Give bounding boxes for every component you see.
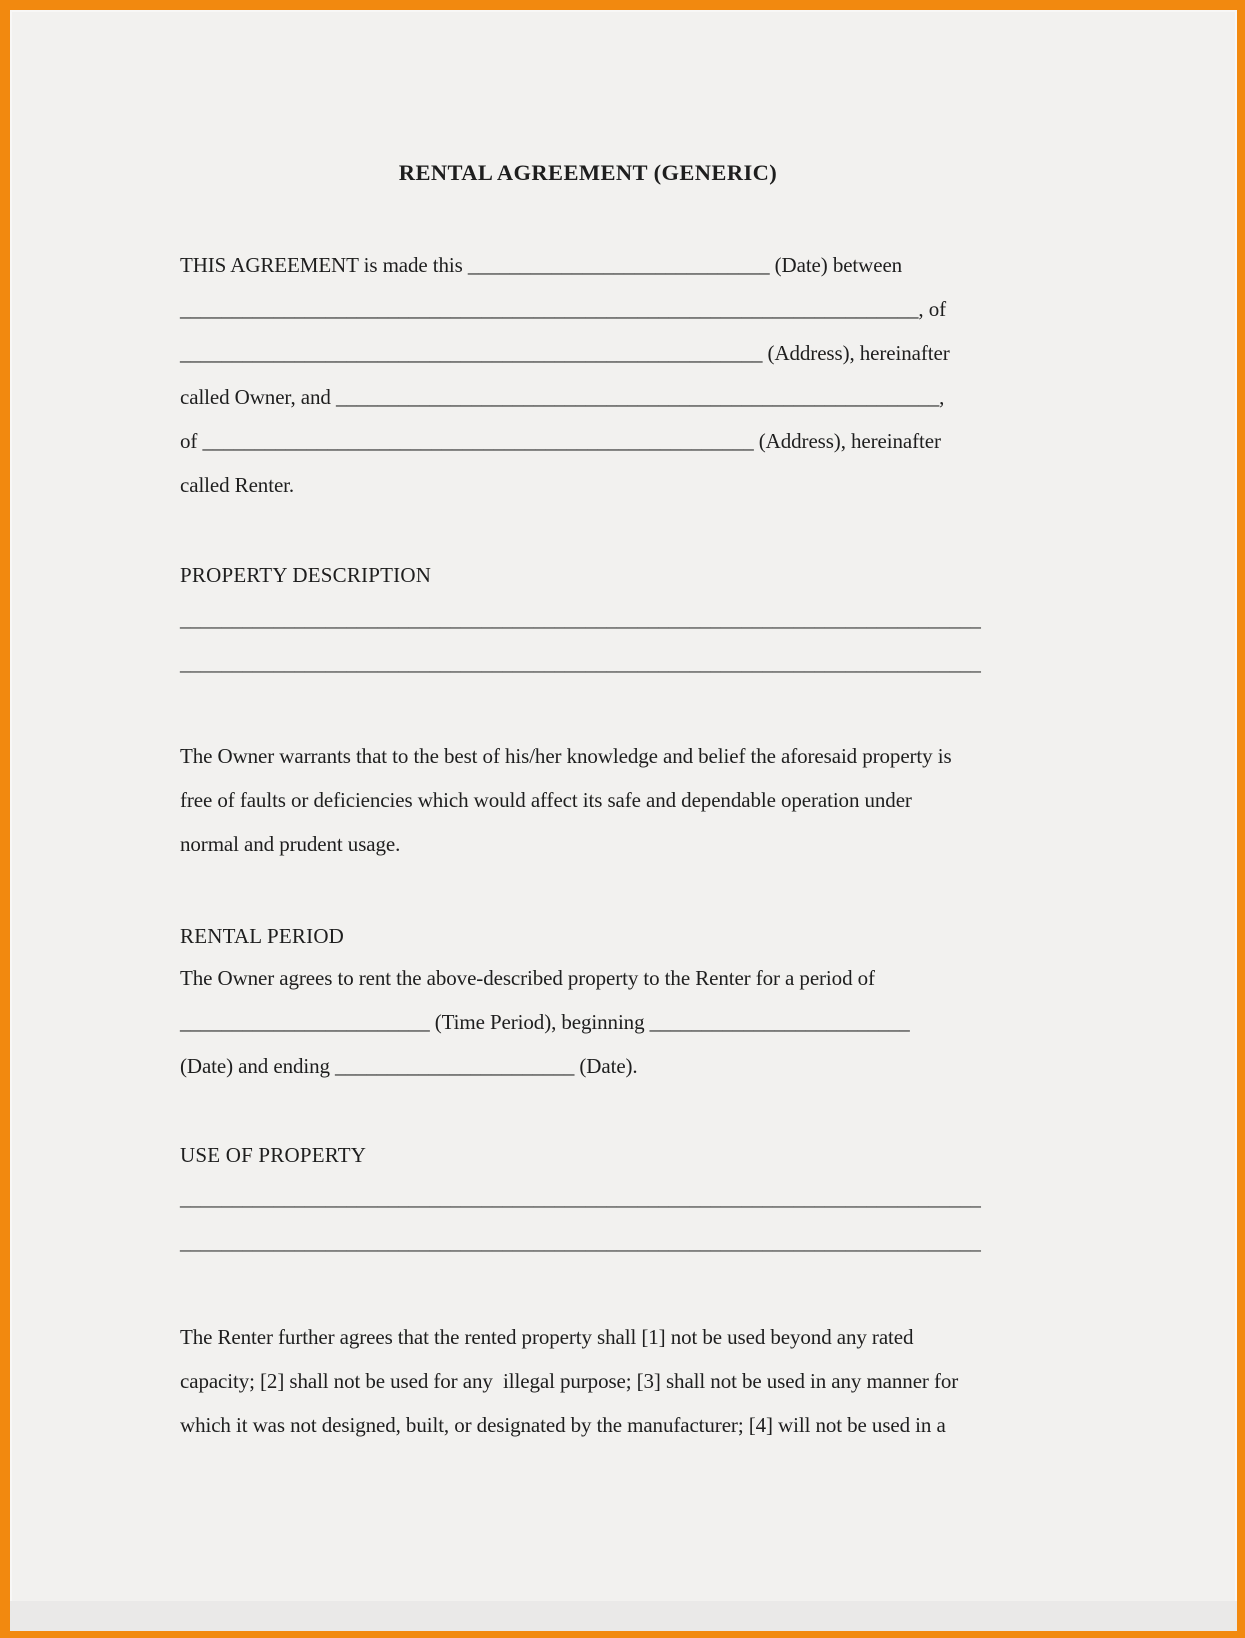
- fill-in-blank-line: (Date) and ending _______________________ (Date).: [180, 1054, 638, 1078]
- fill-in-blank-line: ________________________ (Time Period), beginning _________________________: [180, 1010, 910, 1034]
- text-line: normal and prudent usage.: [180, 832, 401, 856]
- text-line: The Renter further agrees that the rented property shall [1] not be used beyond any rated: [180, 1325, 914, 1349]
- warranty-paragraph: [180, 734, 1040, 866]
- section-heading: USE OF PROPERTY: [180, 1143, 367, 1167]
- blank-write-in-line: _____________________________________________________________________________: [180, 1230, 981, 1254]
- agreement-intro-paragraph: [180, 243, 1040, 507]
- text-line: which it was not designed, built, or designated by the manufacturer; [4] will not be used in a: [180, 1413, 946, 1437]
- fill-in-blank-line: called Owner, and __________________________________________________________,: [180, 385, 945, 409]
- text-line: called Renter.: [180, 473, 295, 497]
- document-title: RENTAL AGREEMENT (GENERIC): [398, 160, 778, 185]
- text-line: capacity; [2] shall not be used for any illegal purpose; [3] shall not be used in any manner for: [180, 1369, 959, 1393]
- section-heading: PROPERTY DESCRIPTION: [180, 563, 432, 587]
- text-line: The Owner agrees to rent the above-described property to the Renter for a period of: [180, 966, 875, 990]
- use-of-property-section: [180, 1133, 1040, 1177]
- fill-in-blank-line: _______________________________________________________________________, of: [180, 297, 946, 321]
- text-line: The Owner warrants that to the best of his/her knowledge and belief the aforesaid property is: [180, 744, 952, 768]
- blank-write-in-line: _____________________________________________________________________________: [180, 1186, 981, 1210]
- use-of-property-blanks: [180, 1176, 1040, 1264]
- rental-period-paragraph: [180, 956, 1040, 1088]
- text-line: THIS AGREEMENT is made this _____________________________ (Date) between: [180, 253, 903, 277]
- fill-in-blank-line: of _____________________________________________________ (Address), hereinafter: [180, 429, 941, 453]
- fill-in-blank-line: ________________________________________________________ (Address), hereinafter: [180, 341, 950, 365]
- renter-agreement-paragraph: [180, 1315, 1040, 1447]
- page-bottom-edge-shadow: [10, 1601, 1237, 1631]
- property-description-section: [180, 553, 1040, 597]
- text-line: free of faults or deficiencies which would affect its safe and dependable operation under: [180, 788, 912, 812]
- blank-write-in-line: _____________________________________________________________________________: [180, 607, 981, 631]
- rental-period-section: [180, 914, 1040, 958]
- property-description-blanks: [180, 597, 1040, 685]
- section-heading: RENTAL PERIOD: [180, 924, 345, 948]
- blank-write-in-line: _____________________________________________________________________________: [180, 651, 981, 675]
